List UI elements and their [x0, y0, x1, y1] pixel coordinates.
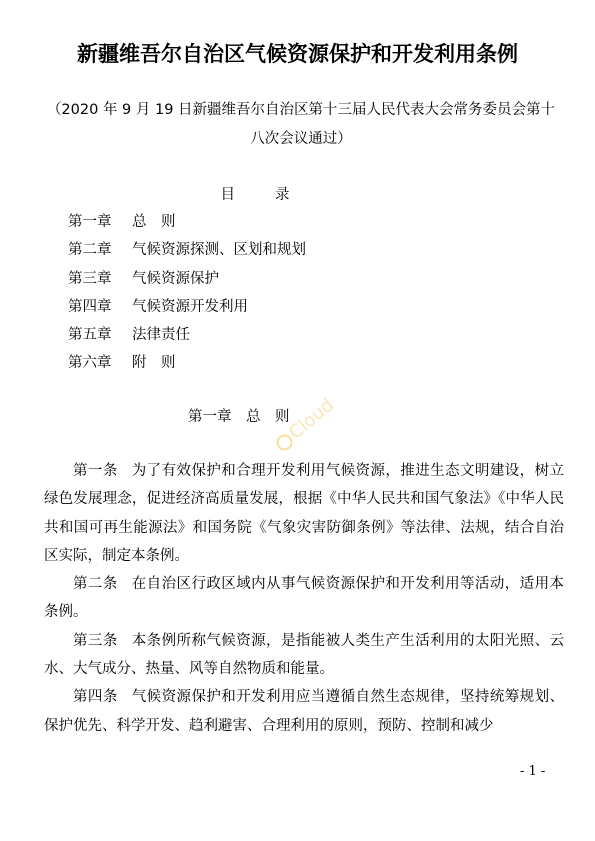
toc-item-number: 第二章	[68, 242, 112, 259]
table-of-contents	[68, 208, 306, 378]
toc-item-number: 第一章	[68, 214, 112, 230]
article-paragraph	[44, 457, 564, 570]
toc-item-title: 法律责任	[132, 327, 190, 344]
toc-item-title: 气候资源探测、区划和规划	[132, 242, 306, 259]
chapter-heading: 第一章 总 则	[188, 409, 290, 425]
document-subtitle: （2020 年 9 月 19 日新疆维吾尔自治区第十三届人民代表大会常务委员会第十八次会议通过）	[46, 102, 556, 147]
toc-item-title: 气候资源保护	[132, 270, 219, 287]
toc-item	[68, 265, 306, 293]
article-label: 第三条	[73, 632, 118, 649]
cloud-watermark-logo	[262, 381, 352, 461]
watermark-text: Cloud	[285, 394, 339, 444]
toc-item-title: 附 则	[132, 355, 176, 372]
article-paragraph	[44, 570, 564, 627]
toc-heading: 目录	[220, 187, 330, 203]
page-number: - 1 -	[520, 764, 546, 779]
toc-item	[68, 208, 306, 236]
article-paragraph	[44, 627, 564, 684]
toc-item	[68, 236, 306, 264]
article-label: 第二条	[73, 576, 118, 593]
article-text: 为了有效保护和合理开发利用气候资源，推进生态文明建设，树立绿色发展理念，促进经济高质量发展，根据《中华人民共和国气象法》《中华人民共和国可再生能源法》和国务院《气象灾害防御条例》等法律、法规，结合自治区实际，制定本条例。	[44, 463, 565, 564]
toc-item-number: 第三章	[68, 270, 112, 287]
toc-item-number: 第五章	[68, 327, 112, 344]
article-text: 本条例所称气候资源，是指能被人类生产生活利用的太阳光照、云水、大气成分、热量、风等自然物质和能量。	[44, 632, 565, 678]
toc-item	[68, 321, 306, 349]
toc-item-title: 气候资源开发利用	[132, 298, 248, 315]
article-text: 在自治区行政区域内从事气候资源保护和开发利用等活动，适用本条例。	[44, 576, 565, 621]
document-title: 新疆维吾尔自治区气候资源保护和开发利用条例	[77, 41, 518, 66]
article-label: 第一条	[73, 463, 118, 479]
article-text: 气候资源保护和开发利用应当遵循自然生态规律，坚持统筹规划、保护优先、科学开发、趋利避害、合理利用的原则，预防、控制和减少	[44, 689, 565, 734]
toc-item-number: 第四章	[68, 298, 112, 315]
article-paragraph	[44, 683, 564, 740]
article-label: 第四条	[73, 689, 118, 706]
toc-item	[68, 293, 306, 321]
toc-item-number: 第六章	[68, 355, 112, 372]
toc-item-title: 总 则	[132, 214, 176, 230]
toc-item	[68, 349, 306, 377]
chapter-body	[44, 457, 564, 740]
